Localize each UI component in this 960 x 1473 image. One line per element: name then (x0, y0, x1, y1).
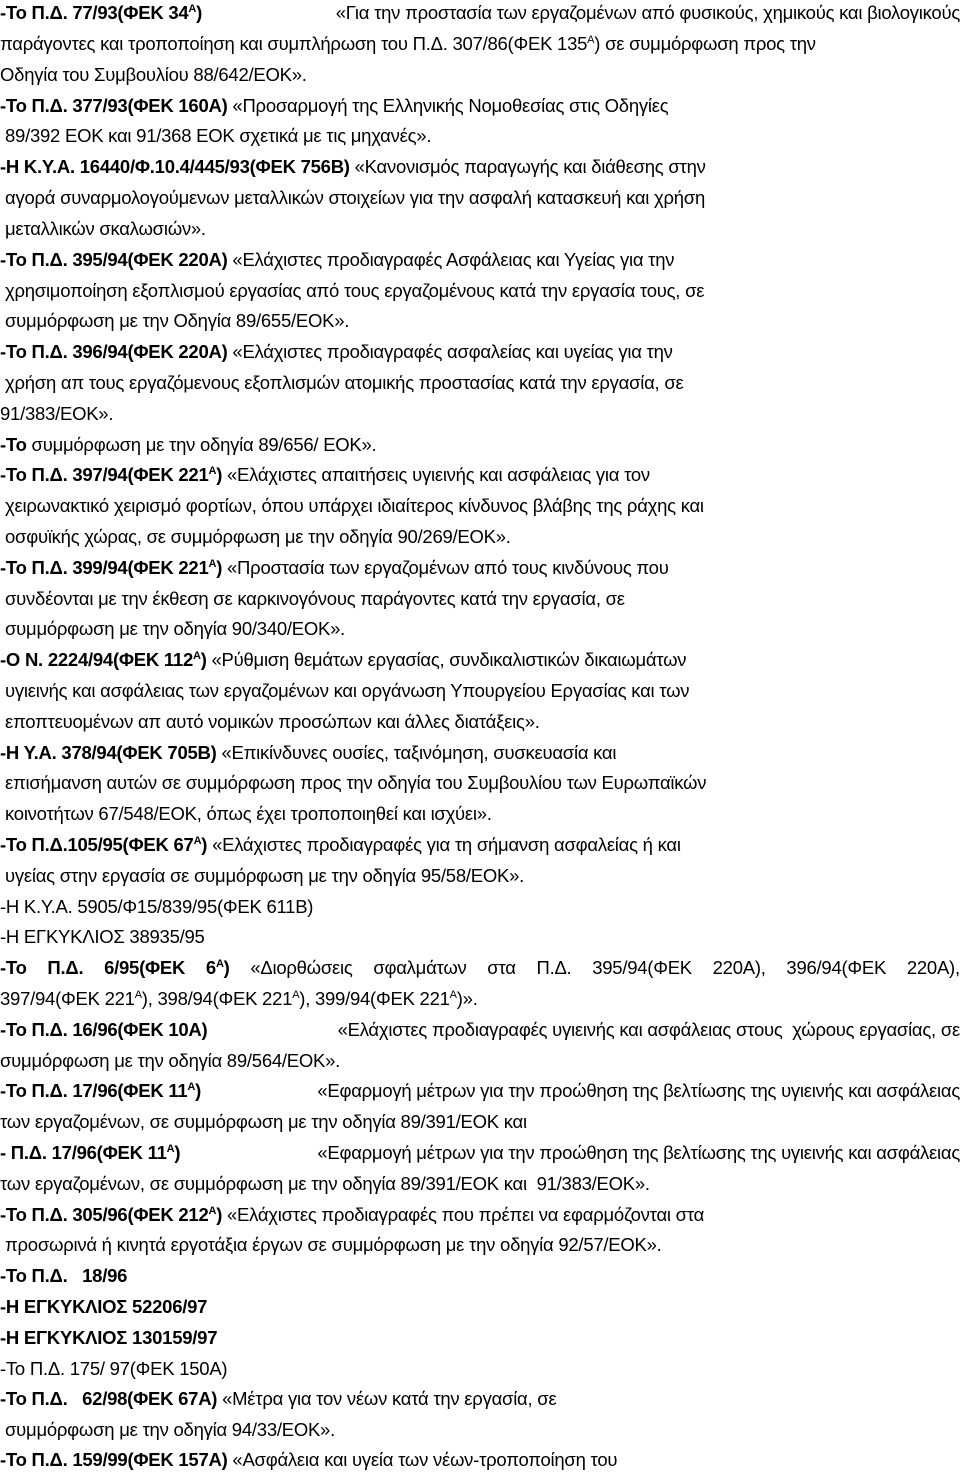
bold-text: ) (174, 1142, 181, 1163)
text-segment: σφαλμάτων (373, 957, 467, 978)
superscript: Α (187, 1081, 196, 1093)
bold-text: ) (216, 464, 223, 485)
text-line: -Η Κ.Υ.Α. 5905/Φ15/839/95(ΦΕΚ 611Β) (0, 896, 314, 917)
text-line: 91/383/ΕΟΚ». (0, 403, 114, 424)
bold-text: -Το Π.Δ. 395/94(ΦΕΚ 220Α) (0, 249, 228, 270)
text-line: 89/392 ΕΟΚ και 91/368 ΕΟΚ σχετικά με τις μηχανές». (5, 125, 432, 146)
text-segment: «Ελάχιστες προδιαγραφές που πρέπει να εφαρμόζονται στα (222, 1204, 705, 1225)
bold-text: -Το Π.Δ. 77/93(ΦΕΚ 34 (0, 2, 189, 23)
text-line (0, 1017, 960, 1043)
superscript: Α (215, 958, 224, 970)
text-segment: συμμόρφωση με την οδηγία 89/656/ ΕΟΚ». (26, 434, 377, 455)
superscript: Α (449, 989, 457, 1001)
text-segment: Π.Δ. (536, 957, 572, 978)
bold-text: ) (216, 557, 223, 578)
bold-text: Π.Δ. (47, 957, 84, 978)
text-segment: 220Α), (906, 957, 960, 978)
bold-text: ) (223, 957, 230, 978)
text-line (0, 1325, 960, 1351)
bold-text: -Το Π.Δ. 397/94(ΦΕΚ 221 (0, 464, 209, 485)
text-segment: )». (456, 988, 478, 1009)
text-segment (0, 31, 816, 57)
text-line (0, 1078, 960, 1104)
text-line: κοινοτήτων 67/548/ΕΟΚ, όπως έχει τροποποιηθεί και ισχύει». (5, 803, 492, 824)
text-line: των εργαζομένων, σε συμμόρφωση με την οδηγία 89/391/ΕΟΚ και 91/383/ΕΟΚ». (0, 1173, 650, 1194)
bold-text: -Η ΕΓΚΥΚΛΙΟΣ 52206/97 (0, 1296, 208, 1317)
text-segment: «Ασφάλεια και υγεία των νέων-τροποποίηση του (227, 1449, 618, 1470)
text-segment: ), 399/94(ΦΕΚ 221 (299, 988, 450, 1009)
text-line: μεταλλικών σκαλωσιών». (5, 218, 206, 239)
bold-text: -Το Π.Δ. 16/96(ΦΕΚ 10Α) (0, 1019, 208, 1040)
text-segment: «Ελάχιστες προδιαγραφές ασφαλείας και υγείας για την (227, 341, 673, 362)
text-line (0, 832, 960, 858)
text-line (0, 1447, 960, 1473)
text-segment: «Κανονισμός παραγωγής και διάθεσης στην (349, 156, 706, 177)
text-line (0, 0, 960, 26)
text-line: εποπτευομένων απ αυτό νομικών προσώπων και άλλες διατάξεις». (5, 711, 540, 732)
bold-text: - Π.Δ. 17/96(ΦΕΚ 11 (0, 1142, 167, 1163)
text-line: χρησιμοποίηση εξοπλισμού εργασίας από τους εργαζομένους κατά την εργασία τους, σε (5, 280, 705, 301)
bold-text: -Η Κ.Υ.Α. 16440/Φ.10.4/445/93(ΦΕΚ 756Β) (0, 156, 350, 177)
bold-text: -Το Π.Δ. 377/93(ΦΕΚ 160Α) (0, 95, 228, 116)
text-segment: «Ελάχιστες προδιαγραφές για τη σήμανση ασφαλείας ή και (207, 834, 681, 855)
text-line: συμμόρφωση με την οδηγία 94/33/ΕΟΚ». (5, 1419, 335, 1440)
text-segment: «Ελάχιστες προδιαγραφές υγιεινής και ασφάλειας στους χώρους εργασίας, σε (332, 1019, 960, 1040)
text-line: αγορά συναρμολογούμενων μεταλλικών στοιχείων για την ασφαλή κατασκευή και χρήση (5, 187, 706, 208)
text-line (0, 647, 960, 673)
bold-text: -Ο Ν. 2224/94(ΦΕΚ 112 (0, 649, 193, 670)
text-line: συμμόρφωση με την οδηγία 90/340/ΕΟΚ». (5, 618, 346, 639)
bold-text: -Το Π.Δ. 399/94(ΦΕΚ 221 (0, 557, 209, 578)
text-line (0, 955, 960, 981)
text-segment: παράγοντες και τροποποίηση και συμπλήρωση του Π.Δ. 307/86(ΦΕΚ 135 (0, 33, 588, 54)
text-line: Οδηγία του Συμβουλίου 88/642/ΕΟΚ». (0, 64, 307, 85)
superscript: Α (134, 989, 142, 1001)
text-line: προσωρινά ή κινητά εργοτάξια έργων σε συμμόρφωση με την οδηγία 92/57/ΕΟΚ». (5, 1234, 662, 1255)
bold-text: -Το (0, 434, 27, 455)
superscript: Α (587, 34, 595, 46)
text-segment: «Εφαρμογή μέτρων για την προώθηση της βελτίωσης της υγιεινής και ασφάλειας (312, 1080, 960, 1101)
bold-text: ) (201, 834, 208, 855)
text-segment: «Ελάχιστες προδιαγραφές Ασφάλειας και Υγείας για την (227, 249, 675, 270)
text-line (0, 247, 960, 273)
text-segment: στα (487, 957, 516, 978)
superscript: Α (208, 1205, 217, 1217)
text-line: συμμόρφωση με την Οδηγία 89/655/ΕΟΚ». (5, 310, 350, 331)
text-line (0, 339, 960, 365)
text-segment: «Ελάχιστες απαιτήσεις υγιεινής και ασφάλειας για τον (222, 464, 650, 485)
text-line: χρήση απ τους εργαζόμενους εξοπλισμών ατομικής προστασίας κατά την εργασία, σε (5, 372, 684, 393)
text-line (0, 93, 960, 119)
superscript: Α (208, 465, 217, 477)
text-segment: 397/94(ΦΕΚ 221 (0, 988, 135, 1009)
superscript: Α (192, 650, 201, 662)
text-line: -Το Π.Δ. 175/ 97(ΦΕΚ 150Α) (0, 1358, 228, 1379)
superscript: Α (208, 558, 217, 570)
text-line (0, 1386, 960, 1412)
superscript: Α (166, 1143, 175, 1155)
text-segment: 396/94(ΦΕΚ (786, 957, 887, 978)
text-line (0, 986, 960, 1012)
text-line (0, 1140, 960, 1166)
bold-text: -Το Π.Δ. 305/96(ΦΕΚ 212 (0, 1204, 209, 1225)
text-line: επισήμανση αυτών σε συμμόρφωση προς την οδηγία του Συμβουλίου των Ευρωπαϊκών (5, 772, 707, 793)
text-line: οσφυϊκής χώρας, σε συμμόρφωση με την οδηγία 90/269/ΕΟΚ». (5, 526, 511, 547)
bold-text: ) (195, 1080, 202, 1101)
text-segment: «Προστασία των εργαζομένων από τους κινδύνους που (222, 557, 669, 578)
text-line: των εργαζομένων, σε συμμόρφωση με την οδηγία 89/391/ΕΟΚ και (0, 1111, 527, 1132)
bold-text: -Το Π.Δ. 18/96 (0, 1265, 128, 1286)
text-segment: «Για την προστασία των εργαζομένων από φυσικούς, χημικούς και βιολογικούς (330, 2, 960, 23)
bold-text: ) (200, 649, 207, 670)
bold-text: -Η Υ.Α. 378/94(ΦΕΚ 705Β) (0, 742, 217, 763)
text-line: υγιεινής και ασφάλειας των εργαζομένων και οργάνωση Υπουργείου Εργασίας και των (5, 680, 690, 701)
bold-text: -Η ΕΓΚΥΚΛΙΟΣ 130159/97 (0, 1327, 218, 1348)
bold-text: -Το (0, 957, 27, 978)
bold-text: -Το Π.Δ. 159/99(ΦΕΚ 157Α) (0, 1449, 228, 1470)
superscript: Α (193, 835, 202, 847)
superscript: Α (292, 989, 300, 1001)
text-line: -Η ΕΓΚΥΚΛΙΟΣ 38935/95 (0, 926, 205, 947)
text-line (0, 31, 960, 57)
text-line: υγείας στην εργασία σε συμμόρφωση με την οδηγία 95/58/ΕΟΚ». (5, 865, 525, 886)
text-segment: «Διορθώσεις (250, 957, 353, 978)
superscript: Α (188, 3, 197, 15)
text-segment: «Ρύθμιση θεμάτων εργασίας, συνδικαλιστικών δικαιωμάτων (206, 649, 687, 670)
text-line (0, 1294, 960, 1320)
text-line (0, 432, 960, 458)
text-segment: ) σε συμμόρφωση προς την (594, 33, 816, 54)
text-line: συνδέονται με την έκθεση σε καρκινογόνους παράγοντες κατά την εργασία, σε (5, 588, 625, 609)
bold-text: -Το Π.Δ. 17/96(ΦΕΚ 11 (0, 1080, 188, 1101)
text-line: χειρωνακτικό χειρισμό φορτίων, όπου υπάρχει ιδιαίτερος κίνδυνος βλάβης της ράχης και (5, 495, 704, 516)
text-segment: 220Α), (712, 957, 766, 978)
bold-text: -Το Π.Δ.105/95(ΦΕΚ 67 (0, 834, 194, 855)
bold-text: 6/95(ΦΕΚ (104, 957, 186, 978)
text-line (0, 462, 960, 488)
text-segment: 395/94(ΦΕΚ (592, 957, 692, 978)
bold-text: 6 (205, 957, 216, 978)
bold-text: -Το Π.Δ. 62/98(ΦΕΚ 67Α) (0, 1388, 218, 1409)
text-line (0, 154, 960, 180)
text-line (0, 1202, 960, 1228)
text-line (0, 740, 960, 766)
text-line (0, 555, 960, 581)
text-segment (0, 0, 202, 26)
text-segment: «Επικίνδυνες ουσίες, ταξινόμηση, συσκευασία και (216, 742, 617, 763)
text-line: συμμόρφωση με την οδηγία 89/564/ΕΟΚ». (0, 1050, 341, 1071)
bold-text: -Το Π.Δ. 396/94(ΦΕΚ 220Α) (0, 341, 228, 362)
bold-text: ) (196, 2, 203, 23)
bold-text: ) (216, 1204, 223, 1225)
text-segment: «Προσαρμογή της Ελληνικής Νομοθεσίας στις Οδηγίες (227, 95, 669, 116)
text-line (0, 1263, 960, 1289)
text-segment: ), 398/94(ΦΕΚ 221 (141, 988, 293, 1009)
text-segment: «Εφαρμογή μέτρων για την προώθηση της βελτίωσης της υγιεινής και ασφάλειας (312, 1142, 960, 1163)
text-segment: «Μέτρα για τον νέων κατά την εργασία, σε (217, 1388, 557, 1409)
